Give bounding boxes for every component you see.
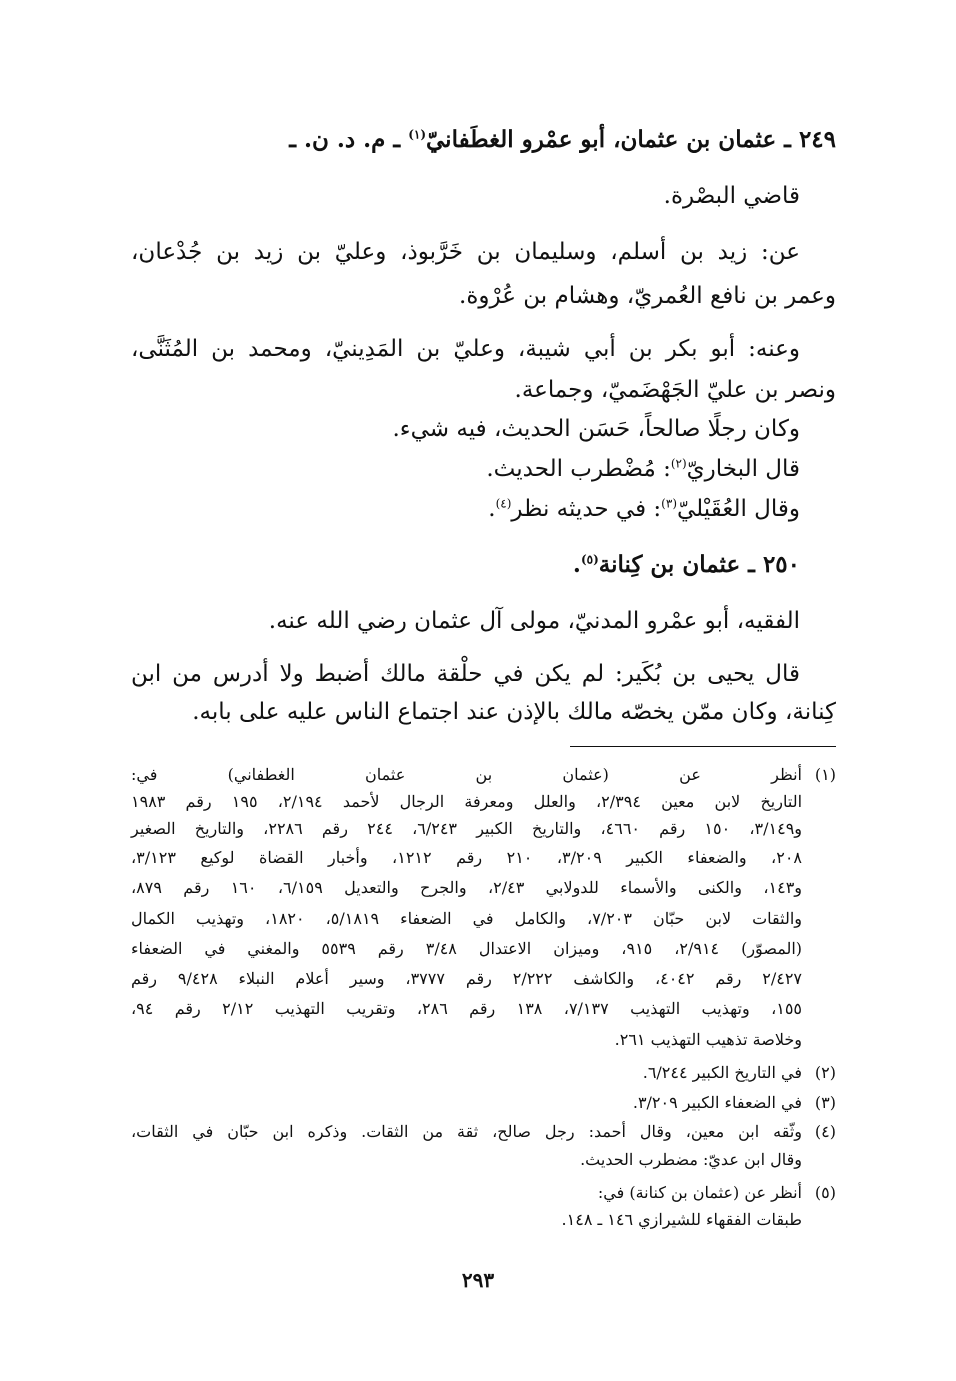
footnote-4: (٤)وثّقه ابن معين، وقال أحمد: رجل صالح، ثقة من الثقات. وذكره ابن حبّان في الثقات، <box>131 1122 836 1141</box>
footnote-1-line: و١٤٣، والكنى والأسماء للدولابي ٢/٤٣، والجرح والتعديل ٦/١٥٩، ١٦٠ رقم ٨٧٩، <box>131 878 803 897</box>
entry-249-line: ونصر بن عليّ الجَهْضَميّ، وجماعة. <box>514 377 836 403</box>
footnote-4-line: وقال ابن عديّ: مضطرب الحديث. <box>580 1150 802 1169</box>
footnote-ref[interactable]: (١) <box>408 127 427 142</box>
entry-249-title: ٢٤٩ ـ عثمان بن عثمان، أبو عمْرو الغطَفانيّ$^{(١)}$ ـ م. د. ن. ـ <box>289 126 836 153</box>
footnote-5-line: طبقات الفقهاء للشيرازي ١٤٦ ـ ١٤٨. <box>561 1210 802 1229</box>
entry-249-line: قاضي البصْرة. <box>663 183 800 209</box>
page-number: ٢٩٣ <box>461 1268 495 1292</box>
entry-249-line: وقال العُقَيْليّ$^{(٣)}$: في حديثه نظر$^{(٤)}$. <box>488 496 800 522</box>
footnote-1-line: ٢٠٨، والضعفاء الكبير ٣/٢٠٩، ٢١٠ رقم ١٢١٢، وأخبار القضاة لوكيع ٣/١٢٣، <box>131 848 803 867</box>
footnote-separator <box>570 746 836 747</box>
footnote-1-line: و٣/١٤٩، ١٥٠ رقم ٤٦٦٠، والتاريخ الكبير ٦/٢٤٣، ٢٤٤ رقم ٢٢٨٦، والتاريخ الصغير <box>131 819 803 838</box>
entry-249-line: وعمر بن نافع العُمريّ، وهشام بن عُرْوة. <box>459 283 836 309</box>
footnote-1-line: ٢/٤٢٧ رقم ٤٠٤٢، والكاشف ٢/٢٢٢ رقم ٣٧٧٧، وسير أعلام النبلاء ٩/٤٢٨ رقم <box>131 969 803 988</box>
entry-249-line: وكان رجلًا صالحاً، حَسَن الحديث، فيه شيء. <box>392 416 800 442</box>
entry-249-line: عن: زيد بن أسلم، وسليمان بن خَرَّبوذ، وعليّ بن زيد بن جُدْعان، <box>131 239 800 265</box>
footnote-ref[interactable]: (٢) <box>670 456 687 471</box>
entry-250-title: ٢٥٠ ـ عثمان بن كِنانة$^{(٥)}$. <box>572 551 800 578</box>
footnote-1-line: (المصوّر) ٢/٩١٤، ٩١٥، وميزان الاعتدال ٣/٤٨ رقم ٥٥٣٩ والمغني في الضعفاء <box>131 939 803 958</box>
footnote-1-line: والثقات لابن حبّان ٧/٢٠٣، والكامل في الضعفاء ٥/١٨١٩، ١٨٢٠، وتهذيب الكمال <box>131 909 803 928</box>
footnote-1-line: وخلاصة تذهيب التهذيب ٢٦١. <box>614 1030 802 1049</box>
entry-250-line: قال يحيى بن بُكَير: لم يكن في حلْقة مالك أضبط ولا أدرس من ابن <box>131 661 800 687</box>
entry-250-line: كِنانة، وكان ممّن يخصّه مالك بالإذن عند اجتماع الناس عليه على بابه. <box>192 699 836 725</box>
footnote-5: (٥)أنظر عن (عثمان بن كنانة) في: <box>597 1183 836 1202</box>
entry-250-line: الفقيه، أبو عمْرو المدنيّ، مولى آل عثمان رضي الله عنه. <box>268 608 800 634</box>
footnote-ref[interactable]: (٣) <box>661 496 677 511</box>
footnote-ref[interactable]: (٥) <box>580 552 599 567</box>
footnote-1: (١)أنظر عن (عثمان بن عثمان الغطفاني) في: <box>131 765 836 784</box>
entry-249-line: وعنه: أبو بكر بن أبي شيبة، وعليّ بن المَدِينيّ، ومحمد بن المُثَنَّى، <box>131 336 800 362</box>
entry-249-line: قال البخاريّ$^{(٢)}$: مُضْطرب الحديث. <box>486 456 800 482</box>
footnote-1-line: التاريخ لابن معين ٢/٣٩٤، والعلل ومعرفة الرجال لأحمد ٢/١٩٤، ١٩٥ رقم ١٩٨٣ <box>131 792 803 811</box>
footnote-ref[interactable]: (٤) <box>495 496 512 511</box>
footnote-1-line: ١٥٥، وتهذيب التهذيب ٧/١٣٧، ١٣٨ رقم ٢٨٦، وتقريب التهذيب ٢/١٢ رقم ٩٤، <box>131 999 803 1018</box>
footnote-2: (٢)في التاريخ الكبير ٦/٢٤٤. <box>642 1063 836 1082</box>
footnote-3: (٣)في الضعفاء الكبير ٣/٢٠٩. <box>632 1093 836 1112</box>
